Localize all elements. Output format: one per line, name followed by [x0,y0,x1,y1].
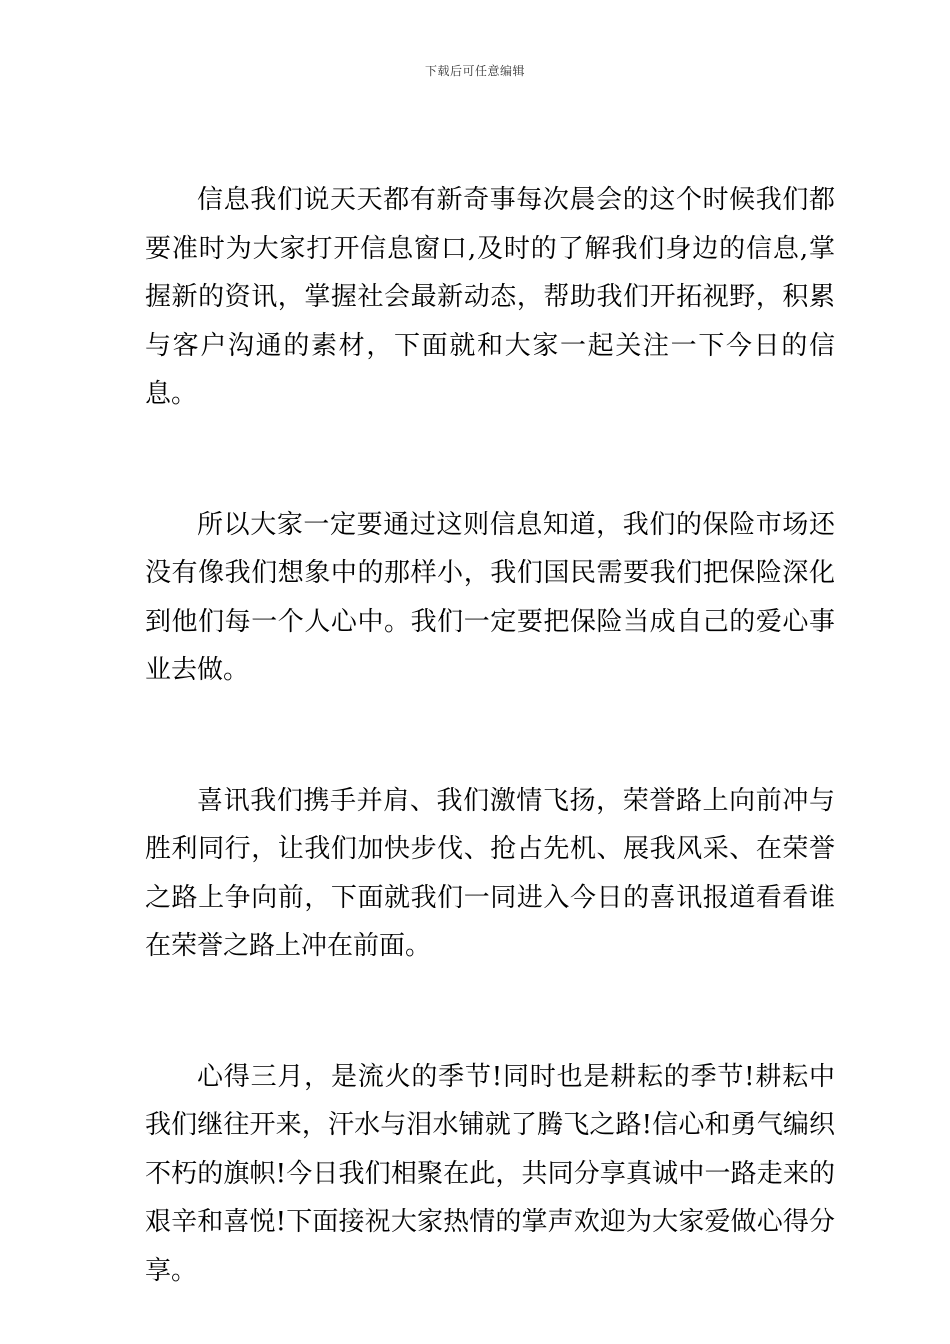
page-header-note: 下载后可任意编辑 [424,64,525,78]
paragraph-experience-sharing: 心得三月，是流火的季节!同时也是耕耘的季节!耕耘中我们继往开来，汗水与泪水铺就了腾飞之路!信心和勇气编织不朽的旗帜!今日我们相聚在此，共同分享真诚中一路走来的艰辛和喜悦!下面接祝大家热情的掌声欢迎为大家爱做心得分享。 [145,1061,835,1286]
paragraph-insurance-market: 所以大家一定要通过这则信息知道，我们的保险市场还没有像我们想象中的那样小，我们国民需要我们把保险深化到他们每一个人心中。我们一定要把保险当成自己的爱心事业去做。 [145,509,835,685]
paragraph-news: 信息我们说天天都有新奇事每次晨会的这个时候我们都要准时为大家打开信息窗口,及时的了解我们身边的信息,掌握新的资讯，掌握社会最新动态，帮助我们开拓视野，积累与客户沟通的素材，下面就和大家一起关注一下今日的信息。 [145,185,835,409]
document-body [145,176,835,1295]
paragraph-good-news: 喜讯我们携手并肩、我们激情飞扬，荣誉路上向前冲与胜利同行，让我们加快步伐、抢占先机、展我风采、在荣誉之路上争向前，下面就我们一同进入今日的喜讯报道看看谁在荣誉之路上冲在前面。 [145,785,835,961]
